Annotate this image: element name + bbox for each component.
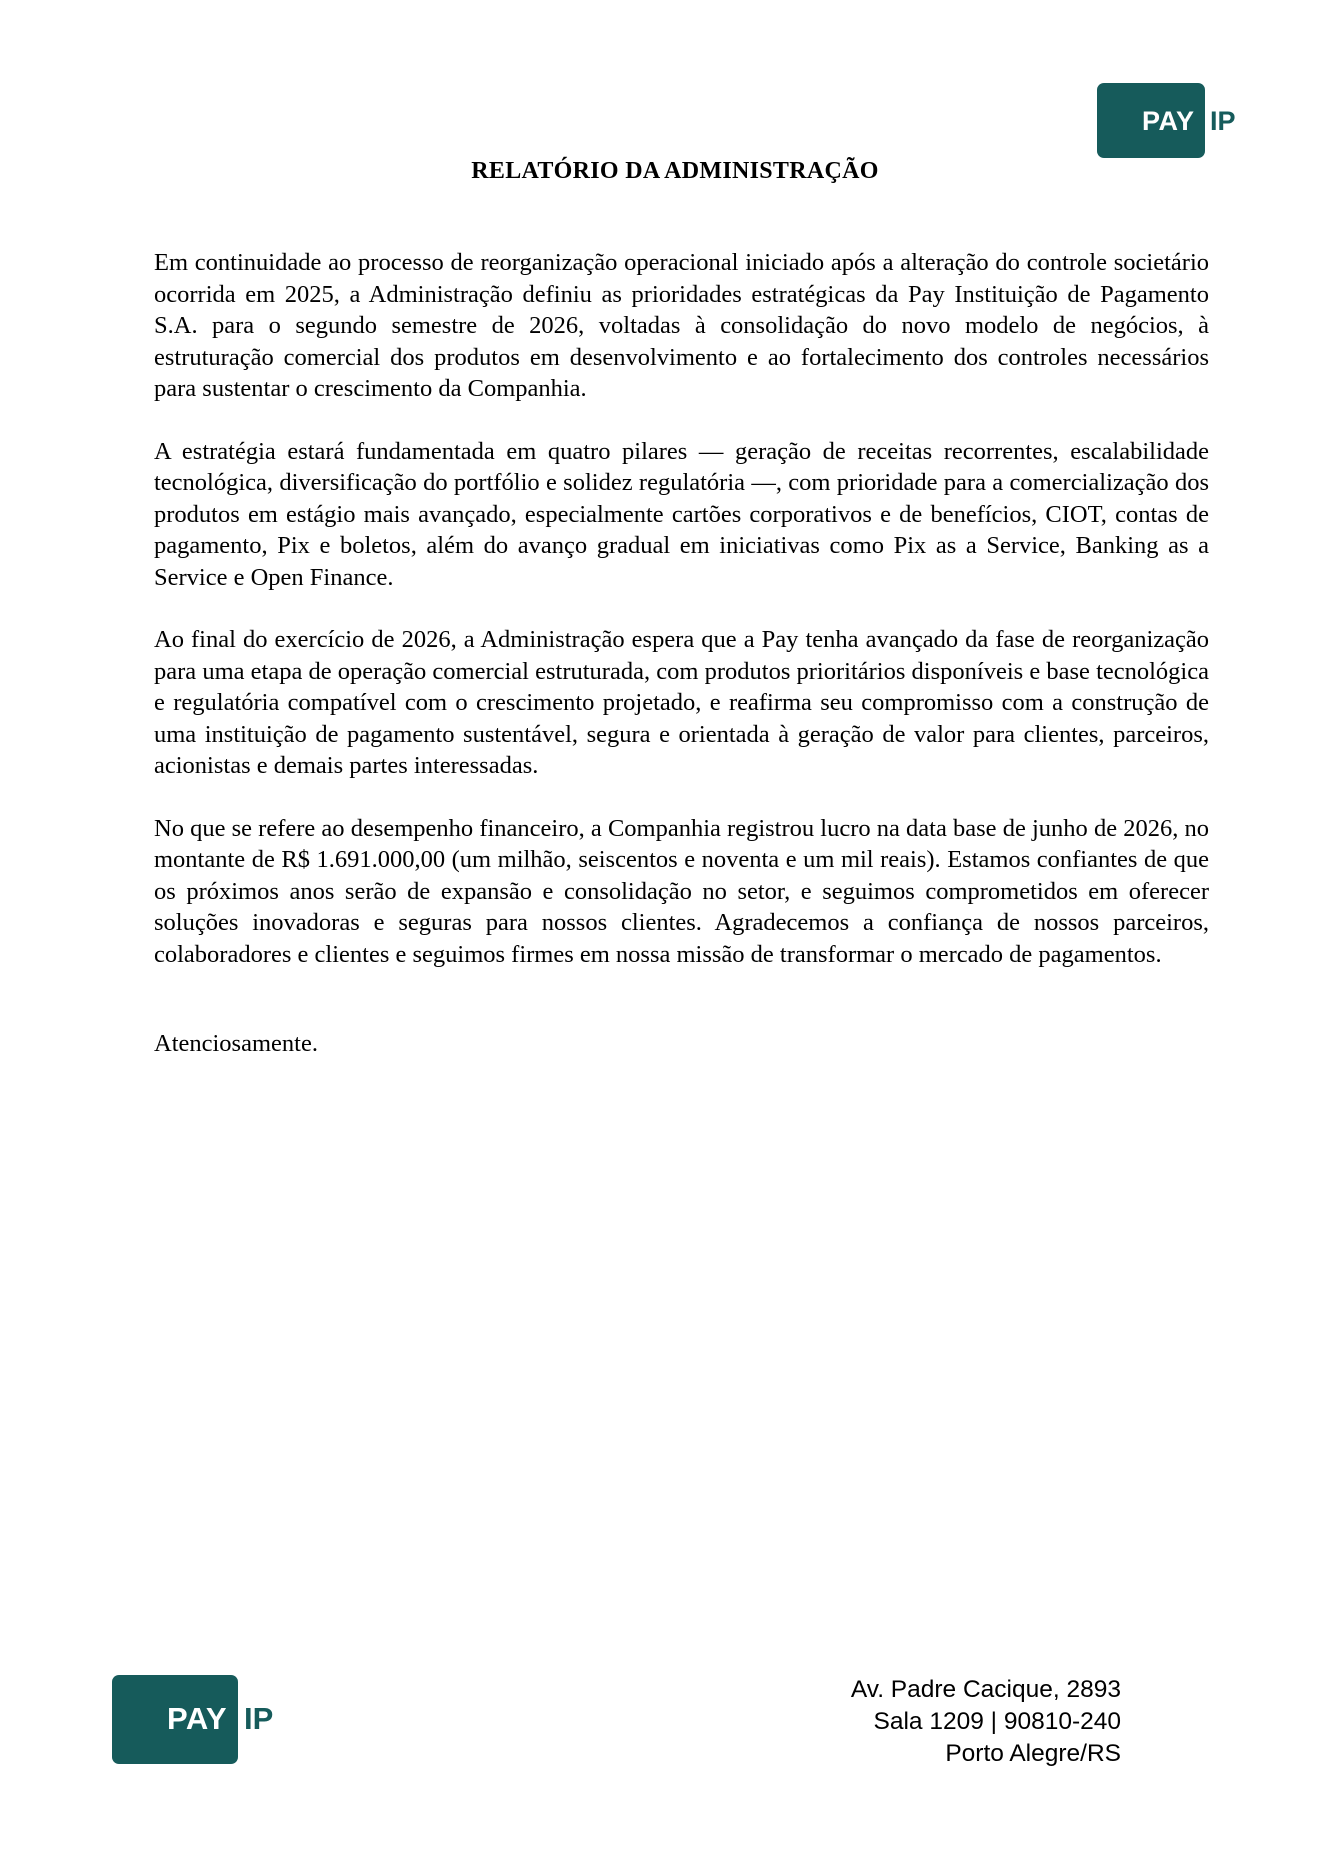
paragraph-3: Ao final do exercício de 2026, a Administração espera que a Pay tenha avançado da fase de reorganização para uma etapa de operação comercial estruturada, com produtos prioritários disponíveis e base tecnológica e regulatória compatível com o crescimento projetado, e reafirma seu compromisso com a construção de uma instituição de pagamento sustentável, segura e orientada à geração de valor para clientes, parceiros, acionistas e demais partes interessadas. <box>154 626 1209 779</box>
logo-pay-text: PAY <box>1142 106 1195 136</box>
address-suite-zip: Sala 1209 | 90810-240 <box>873 1708 1121 1735</box>
logo-ip-text: IP <box>1210 106 1236 136</box>
document-body <box>154 247 1209 1091</box>
footer-address <box>851 1674 1121 1770</box>
address-street: Av. Padre Cacique, 2893 <box>850 1676 1121 1703</box>
logo-pay-text: PAY <box>167 1701 228 1736</box>
document-title: RELATÓRIO DA ADMINISTRAÇÃO <box>471 158 879 184</box>
footer-logo <box>112 1675 282 1765</box>
closing-salutation: Atenciosamente. <box>154 1030 318 1057</box>
address-city: Porto Alegre/RS <box>945 1740 1121 1767</box>
logo-ip-text: IP <box>244 1701 274 1736</box>
paragraph-2: A estratégia estará fundamentada em quatro pilares — geração de receitas recorrentes, escalabilidade tecnológica, diversificação do portfólio e solidez regulatória —, com prioridade para a comercialização dos produtos em estágio mais avançado, especialmente cartões corporativos e de benefícios, CIOT, contas de pagamento, Pix e boletos, além do avanço gradual em iniciativas como Pix as a Service, Banking as a Service e Open Finance. <box>154 437 1209 591</box>
header-logo <box>1097 83 1236 159</box>
paragraph-4: No que se refere ao desempenho financeiro, a Companhia registrou lucro na data base de junho de 2026, no montante de R$ 1.691.000,00 (um milhão, seiscentos e noventa e um mil reais). Estamos confiantes de que os próximos anos serão de expansão e consolidação no setor, e seguimos comprometidos em oferecer soluções inovadoras e seguras para nossos clientes. Agradecemos a confiança de nossos parceiros, colaboradores e clientes e seguimos firmes em nossa missão de transformar o mercado de pagamentos. <box>154 814 1209 968</box>
paragraph-1: Em continuidade ao processo de reorganização operacional iniciado após a alteração do controle societário ocorrida em 2025, a Administração definiu as prioridades estratégicas da Pay Instituição de Pagamento S.A. para o segundo semestre de 2026, voltadas à consolidação do novo modelo de negócios, à estruturação comercial dos produtos em desenvolvimento e ao fortalecimento dos controles necessários para sustentar o crescimento da Companhia. <box>154 249 1209 402</box>
